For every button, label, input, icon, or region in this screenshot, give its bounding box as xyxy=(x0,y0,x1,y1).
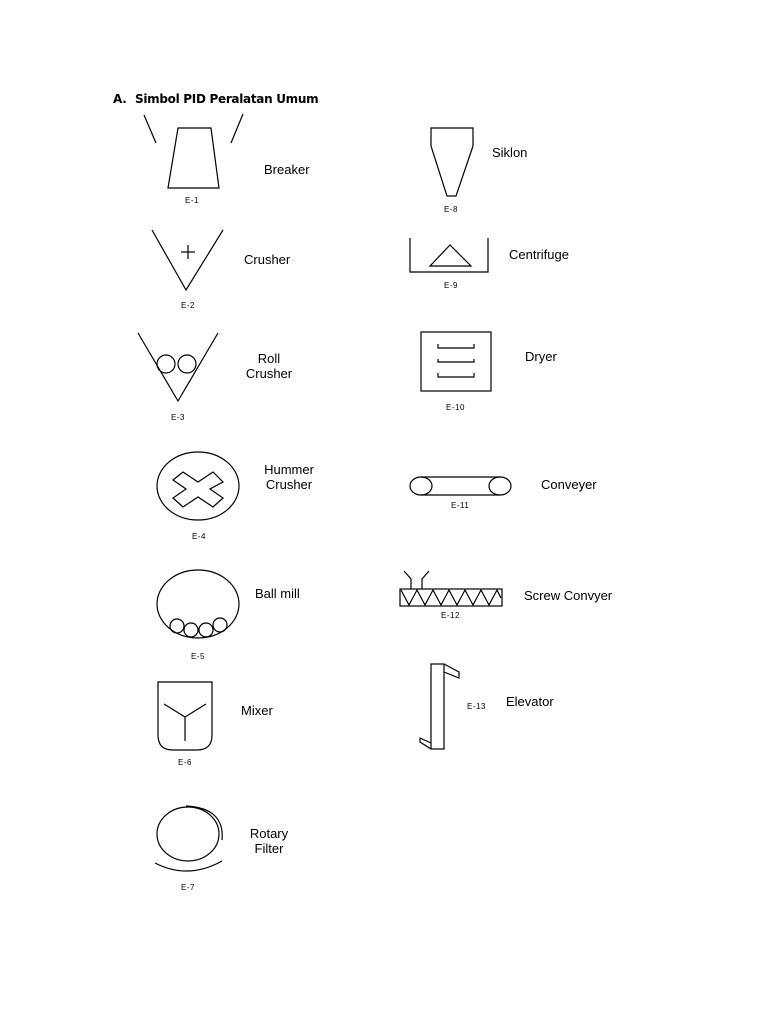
centrifuge-label: Centrifuge xyxy=(509,247,569,262)
roll-crusher-code: E-3 xyxy=(171,413,185,422)
hummer-crusher-symbol xyxy=(157,452,239,520)
screw-conveyer-code: E-12 xyxy=(441,611,460,620)
centrifuge-code: E-9 xyxy=(444,281,458,290)
rotary-filter-label-line2: Filter xyxy=(254,841,284,856)
roll-crusher-label xyxy=(232,351,306,381)
rotary-filter-code: E-7 xyxy=(181,883,195,892)
breaker-label: Breaker xyxy=(264,162,310,177)
crusher-label: Crusher xyxy=(244,252,291,267)
ball-mill-label: Ball mill xyxy=(255,586,300,601)
screw-conveyer-symbol xyxy=(400,571,502,606)
conveyer-code: E-11 xyxy=(451,501,470,510)
dryer-symbol xyxy=(421,332,491,391)
conveyer-symbol xyxy=(410,477,511,495)
mixer-symbol xyxy=(158,682,212,750)
conveyer-label: Conveyer xyxy=(541,477,597,492)
siklon-code: E-8 xyxy=(444,205,458,214)
centrifuge-symbol xyxy=(410,238,488,272)
section-title: Simbol PID Peralatan Umum xyxy=(135,92,319,106)
elevator-code: E-13 xyxy=(467,702,486,711)
roll-crusher-label-line2: Crusher xyxy=(245,366,293,381)
hummer-crusher-code: E-4 xyxy=(192,532,206,541)
crusher-code: E-2 xyxy=(181,301,195,310)
mixer-label: Mixer xyxy=(241,703,273,718)
breaker-code: E-1 xyxy=(185,196,199,205)
hummer-crusher-label xyxy=(250,462,328,492)
hummer-crusher-label-line1: Hummer xyxy=(264,462,314,477)
dryer-code: E-10 xyxy=(446,403,465,412)
ball-mill-code: E-5 xyxy=(191,652,205,661)
siklon-symbol xyxy=(431,128,473,196)
rotary-filter-label xyxy=(235,826,303,856)
roll-crusher-symbol xyxy=(138,333,218,401)
screw-conveyer-label: Screw Convyer xyxy=(524,588,613,603)
rotary-filter-symbol xyxy=(155,806,222,871)
rotary-filter-label-line1: Rotary xyxy=(249,826,289,841)
mixer-code: E-6 xyxy=(178,758,192,767)
hummer-crusher-label-line2: Crusher xyxy=(265,477,313,492)
elevator-symbol xyxy=(420,664,459,749)
breaker-symbol xyxy=(144,114,243,188)
crusher-symbol xyxy=(152,230,223,290)
ball-mill-symbol xyxy=(157,570,239,638)
dryer-label: Dryer xyxy=(525,349,557,364)
siklon-label: Siklon xyxy=(492,145,528,160)
roll-crusher-label-line1: Roll xyxy=(257,351,281,366)
section-letter: A. xyxy=(113,92,127,106)
elevator-label: Elevator xyxy=(506,694,554,709)
